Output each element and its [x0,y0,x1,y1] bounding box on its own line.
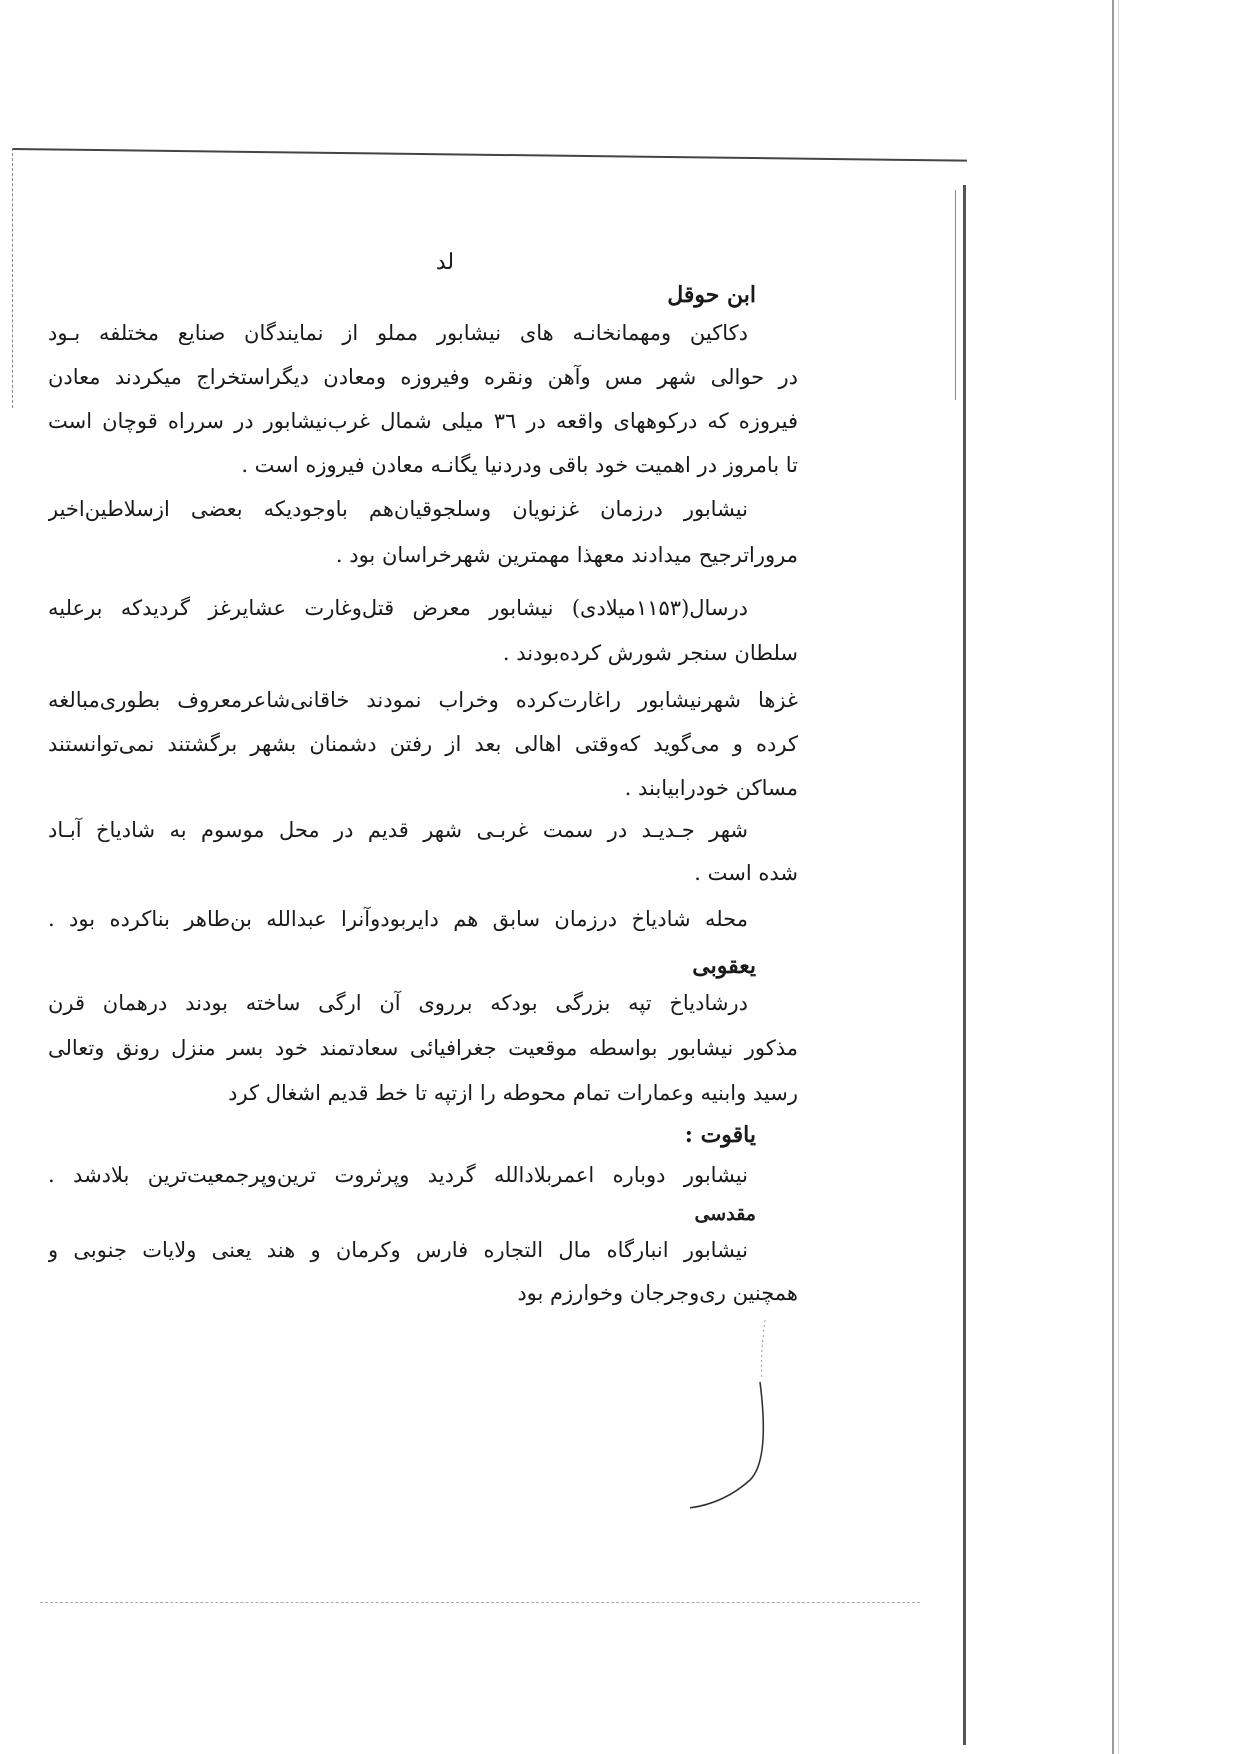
page-frame-bottom [40,1602,920,1603]
text-line: کرده و می‌گوید کەوقتی اهالی بعد از رفتن دشمنان بشهر برگشتند نمی‌توانستند [48,732,798,756]
text-line: نیشابور انبارگاه مال التجاره فارس وکرمان و هند یعنی ولایات جنوبی و [48,1238,748,1262]
text-line: غزها شهرنیشابور راغارت‌کرده وخراب نمودند خاقانی‌شاعرمعروف بطوری‌مبالغه [48,688,798,712]
text-line: سلطان سنجر شورش کرده‌بودند . [502,641,798,665]
text-line: شده است . [694,861,798,885]
text-line: فیروزه که درکوههای واقعه در ۳٦ میلی شمال غرب‌نیشابور در سرراه قوچان است [48,409,798,433]
text-line: همچنین ری‌وجرجان وخوارزم بود [517,1281,798,1305]
section-heading: یاقوت : [684,1122,756,1148]
text-line: شهر جـدیـد در سمت غربـی شهر قدیم در محل موسوم به شادیاخ آبـاد [48,818,748,842]
page-frame-top [12,148,967,162]
pencil-mark [690,1320,890,1520]
text-line: رسید وابنیه وعمارات تمام محوطه را ازتپه تا خط قدیم اشغال کرد [228,1081,798,1105]
text-line: در حوالی شهر مس وآهن ونقره وفیروزه ومعادن دیگراستخراج میکردند معادن [48,365,798,389]
page-frame-right-inner [955,190,956,400]
page-marker: لد [435,250,455,275]
text-line: نیشابور دوباره اعمربلادالله گردید وپرثروت ترین‌وپرجمعیت‌ترین بلادشد . [48,1163,748,1187]
scan-edge [1112,0,1114,1754]
text-line: مساکن خودرابیابند . [624,776,798,800]
text-line: تا بامروز در اهمیت خود باقی ودردنیا یگانـه معادن فیروزه است . [241,453,798,477]
page-frame-left [12,148,13,408]
text-line: دکاکین ومهمانخانـه های نیشابور مملو از نمایندگان صنایع مختلفه بـود [48,321,748,345]
page-frame-right [963,185,966,1745]
text-line: محله شادیاخ درزمان سابق هم دایربودوآنرا عبدالله بن‌طاهر بناکرده بود . [48,907,748,931]
section-heading: ابن حوقل [667,282,756,308]
text-line: نیشابور درزمان غزنویان وسلجوقیان‌هم باوجودیکه بعضی ازسلاطین‌اخیر [48,497,748,521]
section-heading: یعقوبی [692,953,756,979]
text-line: مذکور نیشابور بواسطه موقعیت جغرافیائی سعادتمند خود بسر منزل رونق وتعالی [48,1036,798,1060]
scan-edge [1118,0,1119,1754]
text-line: درشادیاخ تپه بزرگی بودکه برروی آن ارگی ساخته بودند درهمان قرن [48,991,748,1015]
text-line: مرورا‌ترجیح میدادند معهذا مهمترین شهرخراسان بود . [335,543,798,567]
text-line: درسال(۱۱۵۳میلادی) نیشابور معرض قتل‌وغارت عشایرغز گردیدکه برعلیه [48,596,748,620]
section-heading: مقدسی [694,1203,756,1225]
